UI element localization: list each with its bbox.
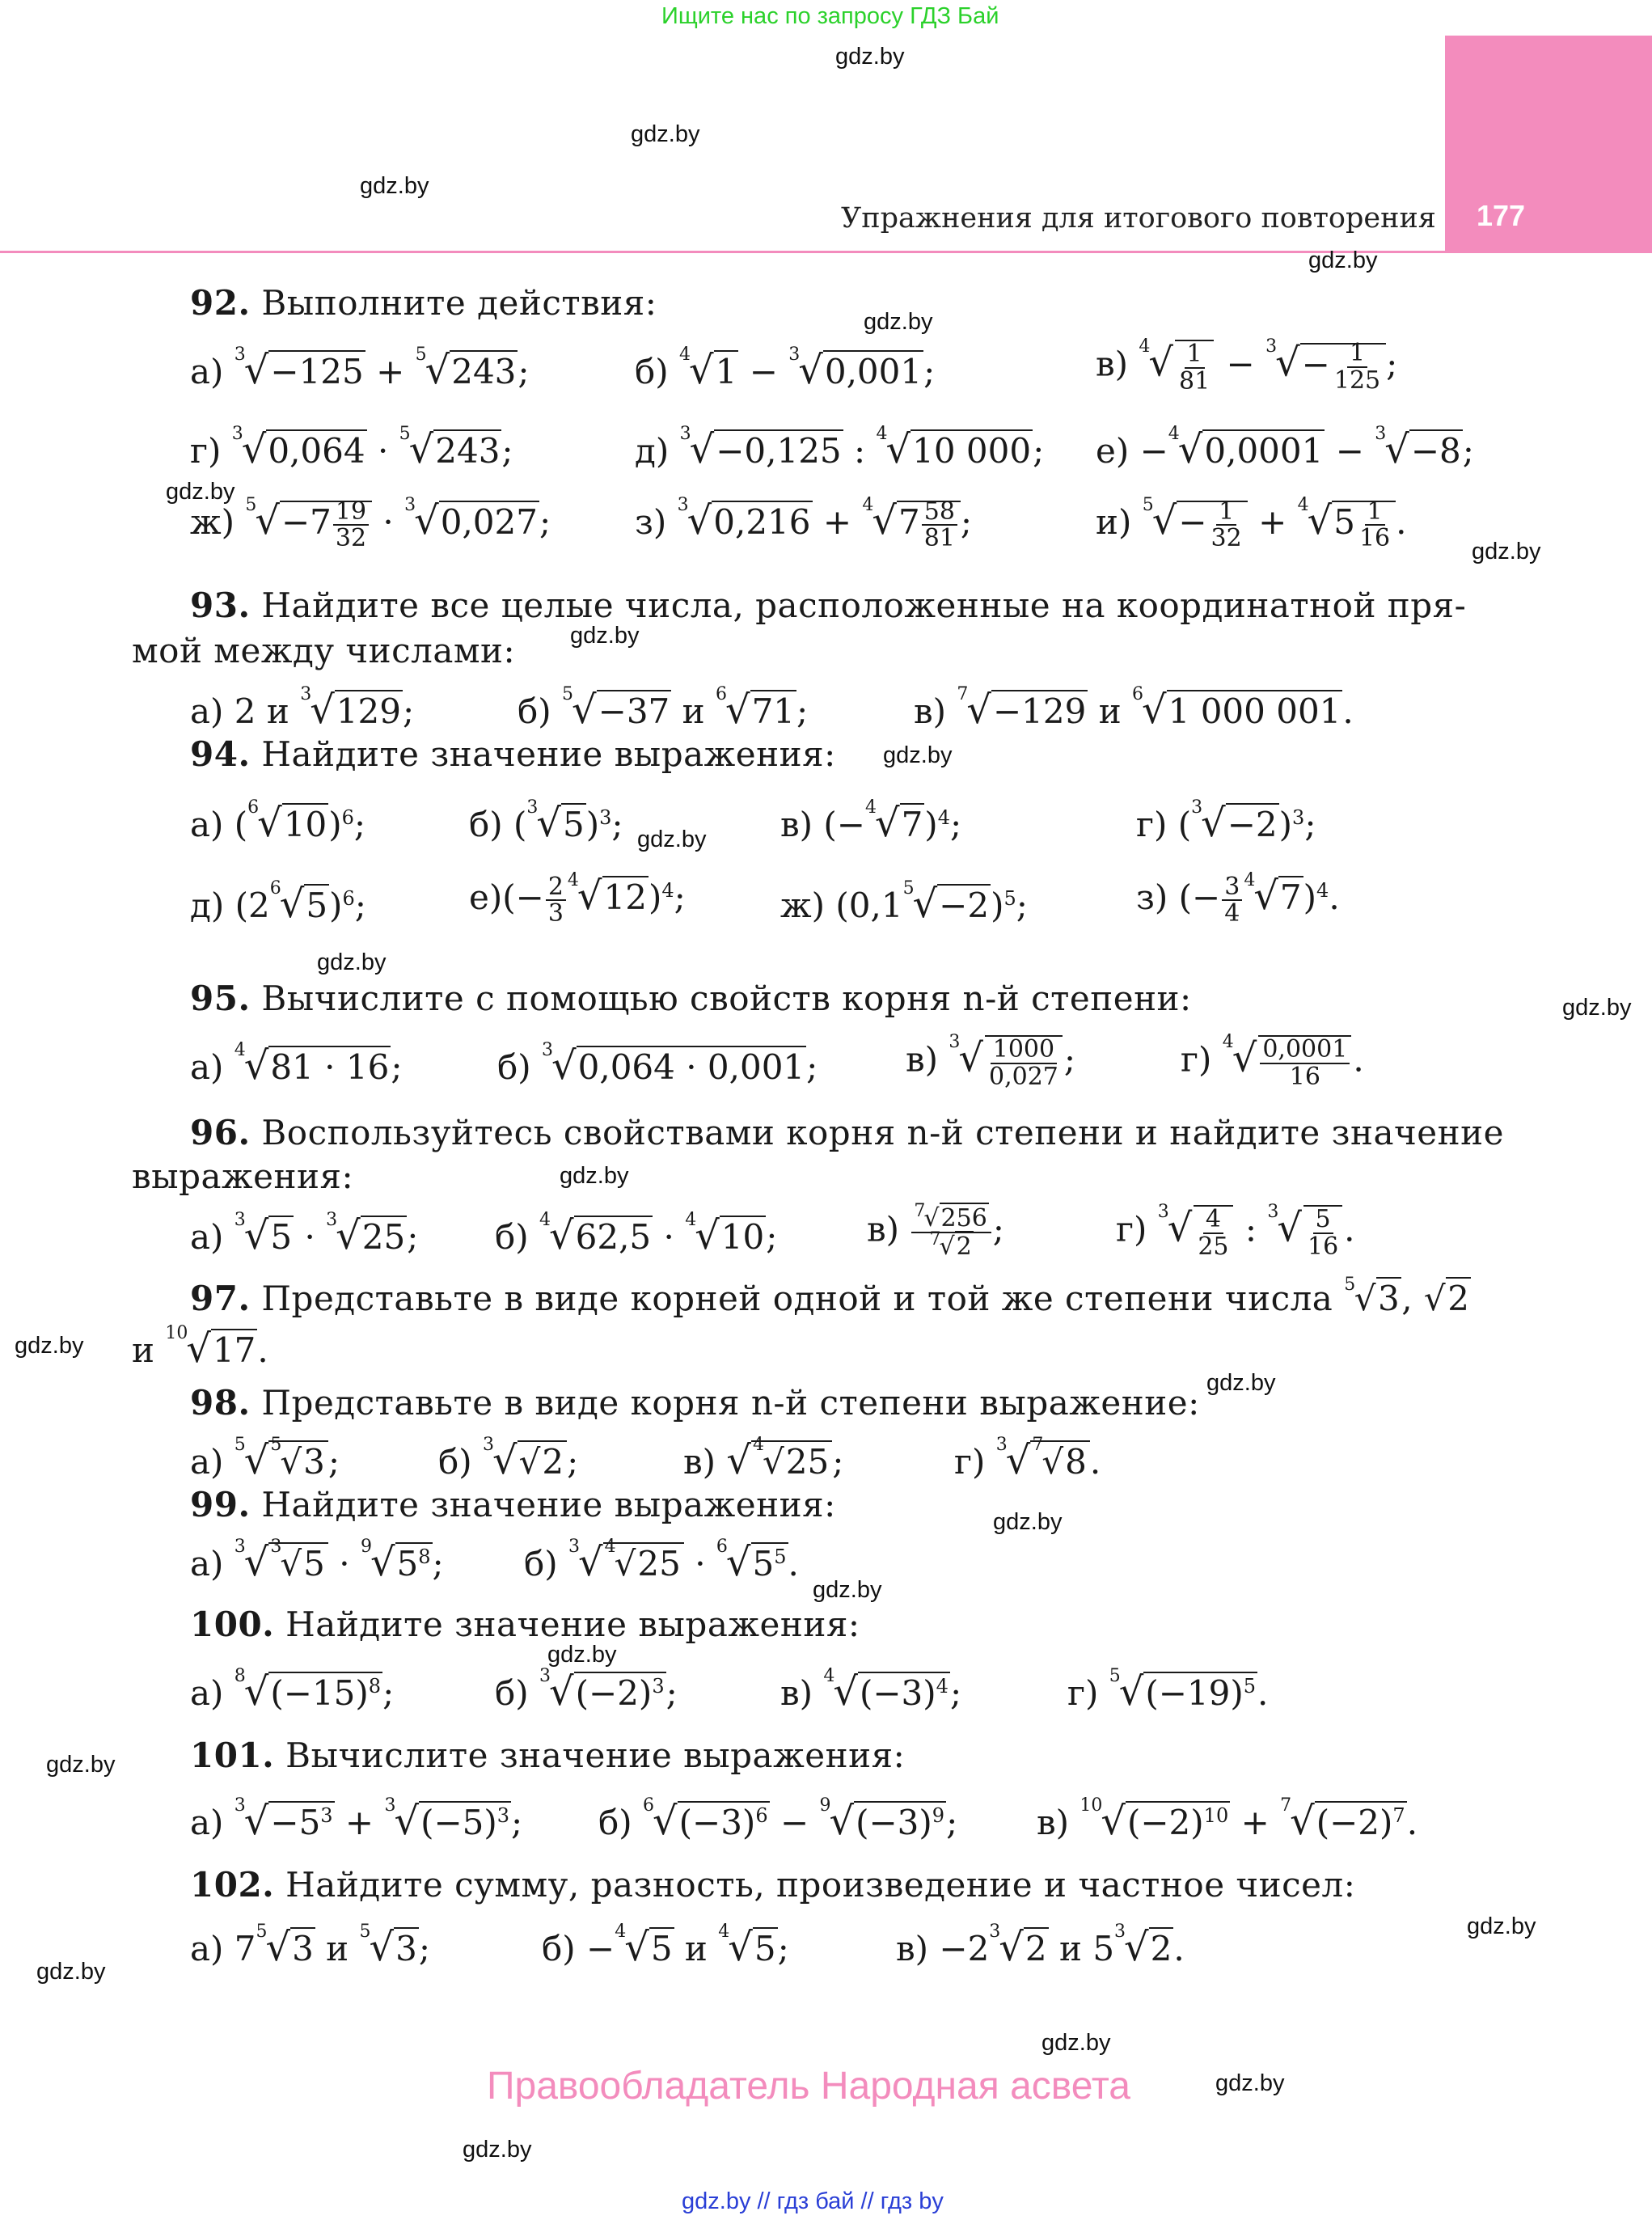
exercise-101-a: а) $^3√-5^3 + ^3√(-5)^3$;: [190, 1795, 523, 1844]
top-search-banner[interactable]: Ищите нас по запросу ГДЗ Бай: [661, 3, 999, 29]
exercise-95-v: в) $^3$√ $\frac{1000}{0,027}$ ;: [906, 1032, 1076, 1091]
exercise-95-a: а) $^4$√81 · 16;: [190, 1040, 403, 1089]
exercise-94-zh: ж) $(0,1^5√-2)^5$;: [780, 878, 1028, 927]
exercise-92-row2: г) $^3$√0,064 · $^5$√243;: [190, 424, 513, 472]
exercise-92-v: в) $^4$√ $\frac{1}{81}$ − $^3$√− $\frac{1}{125}$ ;: [1096, 336, 1398, 395]
watermark: gdz.by: [46, 1752, 116, 1778]
watermark: gdz.by: [547, 1642, 617, 1668]
exercise-95-b: б) $^3$√0,064 · 0,001;: [497, 1040, 818, 1089]
watermark: gdz.by: [1308, 247, 1378, 273]
exercise-97-heading: 97. Представьте в виде корней одной и той же степени числа $^5$√3, √2: [190, 1275, 1470, 1318]
exercise-92-row3: ж) $^5$√−7 $\frac{19}{32}$ · $^3$√0,027;: [190, 495, 551, 552]
exercise-93-v: в) $^7$√−129 и $^6$√1 000 001.: [914, 684, 1354, 733]
exercise-94-heading: 94. Найдите значение выражения:: [190, 734, 836, 774]
copyright-owner: Правообладатель Народная асвета: [487, 2065, 1130, 2108]
exercise-99-a: а) $^3√^3√5 \cdot ^9√5^8$;: [190, 1537, 444, 1585]
exercise-100-b: б) $^3√(-2)^3$;: [495, 1666, 678, 1715]
page-number: 177: [1477, 199, 1526, 232]
watermark: gdz.by: [1562, 995, 1632, 1021]
exercise-92-z: з) $^3$√0,216 + $^4$√7 $\frac{58}{81}$ ;: [635, 495, 973, 552]
exercise-92-b: б) $^4$√1 − $^3$√0,001;: [635, 345, 936, 393]
footer-links[interactable]: gdz.by // гдз бай // гдз by: [682, 2188, 944, 2214]
exercise-98-a: а) $^5$√$^5$√3;: [190, 1435, 340, 1483]
exercise-92-row1: а) $^3$√−125 + $^5$√243;: [190, 345, 530, 393]
exercise-102-a: а) $7^5√3$ и $^5$√3;: [190, 1922, 431, 1970]
watermark: gdz.by: [1215, 2070, 1285, 2096]
exercise-94-e: е)(− $\frac{2}{3}$ $^4$√12)$^4$;: [469, 870, 686, 928]
exercise-94-b: б) $(^3√5)^3$;: [469, 797, 623, 846]
exercise-102-b: б) −$^4$√5 и $^4$√5;: [542, 1922, 789, 1970]
exercise-93-heading: 93. Найдите все целые числа, расположенные на координатной пря-: [190, 586, 1467, 625]
exercise-96-b: б) $^4$√62,5 · $^4$√10;: [495, 1210, 778, 1258]
exercise-92-e: е) −$^4$√0,0001 − $^3$√−8;: [1096, 424, 1474, 472]
exercise-96-a: а) $^3$√5 · $^3$√25;: [190, 1210, 419, 1258]
watermark: gdz.by: [317, 949, 387, 975]
watermark: gdz.by: [570, 623, 640, 649]
watermark: gdz.by: [631, 121, 700, 147]
exercise-94-d: д) $(2^6√5)^6$;: [190, 878, 366, 927]
exercise-94-v: в) $(-^4√7)^4$;: [780, 797, 962, 846]
exercise-93-heading-cont: мой между числами:: [132, 631, 516, 670]
exercise-101-b: б) $^6√(-3)^6 - ^9√(-3)^9$;: [598, 1795, 958, 1844]
watermark: gdz.by: [463, 2137, 532, 2163]
exercise-97-cont: и $^{10}$√17.: [132, 1323, 268, 1372]
exercise-99-heading: 99. Найдите значение выражения:: [190, 1485, 836, 1524]
watermark: gdz.by: [15, 1333, 84, 1359]
exercise-94-g: г) $(^3√-2)^3$;: [1136, 797, 1316, 846]
exercise-95-heading: 95. Вычислите с помощью свойств корня n-й степени:: [190, 979, 1192, 1018]
exercise-100-v: в) $^4√(-3)^4$;: [780, 1666, 962, 1715]
watermark: gdz.by: [1206, 1370, 1276, 1396]
exercise-96-v: в) $\frac{^7√256}{^7√2}$ ;: [867, 1201, 1004, 1261]
exercise-96-g: г) $^3$√ $\frac{4}{25}$ : $^3$√ $\frac{5}{16}$ .: [1116, 1202, 1355, 1261]
header-rule: [0, 251, 1652, 253]
exercise-98-heading: 98. Представьте в виде корня n-й степени выражение:: [190, 1383, 1200, 1423]
watermark: gdz.by: [166, 479, 235, 505]
watermark: gdz.by: [1472, 539, 1541, 564]
watermark: gdz.by: [883, 742, 953, 768]
exercise-100-heading: 100. Найдите значение выражения:: [190, 1605, 860, 1644]
exercise-98-v: в) √$^4$√25;: [683, 1435, 844, 1483]
exercise-102-v: $в) -2^3√2$ и $5^3√2$.: [896, 1922, 1185, 1970]
exercise-101-heading: 101. Вычислите значение выражения:: [190, 1736, 906, 1775]
running-header-title: Упражнения для итогового повторения: [841, 202, 1436, 235]
exercise-92-d: д) $^3$√−0,125 : $^4$√10 000;: [635, 424, 1045, 472]
watermark: gdz.by: [864, 309, 933, 335]
watermark: gdz.by: [36, 1959, 106, 1985]
exercise-100-g: г) $^5√(-19)^5$.: [1067, 1666, 1269, 1715]
watermark: gdz.by: [813, 1577, 882, 1603]
watermark: gdz.by: [993, 1509, 1063, 1535]
watermark: gdz.by: [560, 1163, 629, 1189]
exercise-99-b: б) $^3√^4√25 \cdot ^6√5^5$.: [524, 1537, 799, 1585]
exercise-92-i: и) $^5$√− $\frac{1}{32}$ + $^4$√5 $\frac{1}{16}$ .: [1096, 495, 1407, 552]
exercise-101-v: в) $^{10}√(-2)^{10} + ^7√(-2)^7$.: [1037, 1795, 1418, 1844]
exercise-94-z: з) (− $\frac{3}{4}$ $^4$√7)$^4$.: [1136, 870, 1340, 928]
exercise-100-a: а) $^8√(-15)^8$;: [190, 1666, 395, 1715]
exercise-98-b: б) $^3$√√2;: [438, 1435, 579, 1483]
exercise-92-heading: 92. Выполните действия:: [190, 283, 657, 323]
exercise-98-g: г) $^3$√$^7$√8.: [954, 1435, 1101, 1483]
exercise-94-a: а) $(^6√10)^6$;: [190, 797, 366, 846]
watermark: gdz.by: [835, 44, 905, 70]
watermark: gdz.by: [1467, 1913, 1536, 1939]
exercise-93-a: а) 2 и $^3$√129;: [190, 684, 415, 733]
exercise-96-heading: 96. Воспользуйтесь свойствами корня n-й степени и найдите значение: [190, 1113, 1504, 1152]
exercise-96-heading-cont: выражения:: [132, 1156, 354, 1196]
exercise-102-heading: 102. Найдите сумму, разность, произведение и частное чисел:: [190, 1865, 1356, 1905]
exercise-93-b: б) $^5$√−37 и $^6$√71;: [518, 684, 809, 733]
watermark: gdz.by: [360, 173, 429, 199]
exercise-95-g: г) $^4$√ $\frac{0,0001}{16}$ .: [1181, 1032, 1364, 1091]
watermark: gdz.by: [1041, 2030, 1111, 2056]
watermark: gdz.by: [637, 827, 707, 852]
